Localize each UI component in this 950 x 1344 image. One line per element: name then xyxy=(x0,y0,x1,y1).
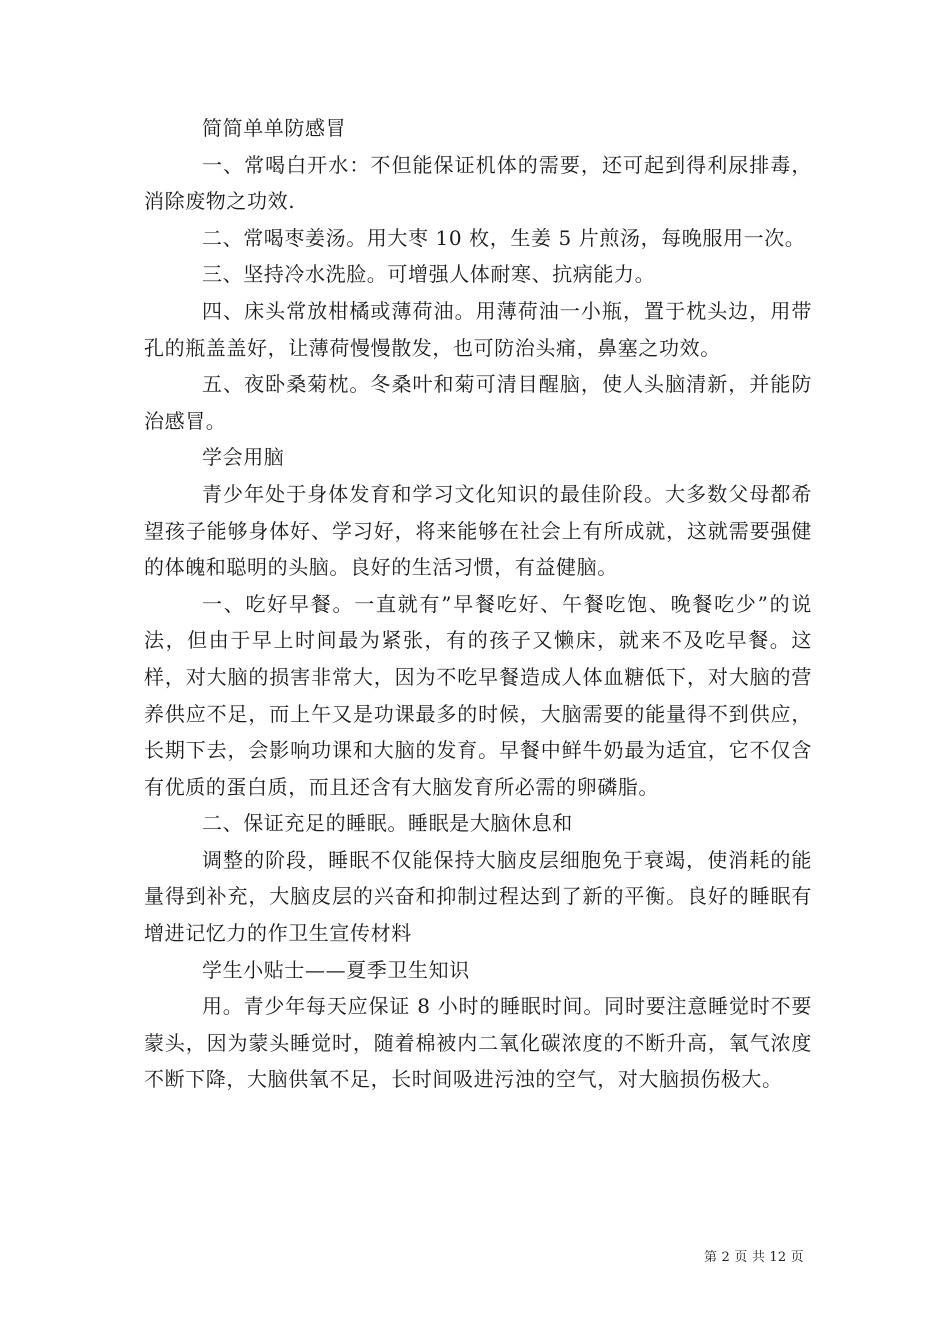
paragraph: 用。青少年每天应保证 8 小时的睡眠时间。同时要注意睡觉时不要蒙头，因为蒙头睡觉时，随着棉被内二氧化碳浓度的不断升高，氧气浓度不断下降，大脑供氧不足，长时间吸进污浊的空气，对大脑损伤极大。 xyxy=(144,994,812,1092)
paragraph: 二、保证充足的睡眠。睡眠是大脑休息和 xyxy=(202,811,573,836)
page-number: 第 2 页 共 12 页 xyxy=(704,1250,804,1265)
paragraph: 一、吃好早餐。一直就有”早餐吃好、午餐吃饱、晚餐吃少”的说法，但由于早上时间最为紧张，有的孩子又懒床，就来不及吃早餐。这样，对大脑的损害非常大，因为不吃早餐造成人体血糖低下，对大脑的营养供应不足，而上午又是功课最多的时候，大脑需要的能量得不到供应，长期下去，会影响功课和大脑的发育。早餐中鲜牛奶最为适宜，它不仅含有优质的蛋白质，而且还含有大脑发育所必需的卵磷脂。 xyxy=(144,591,812,799)
document-body xyxy=(144,110,812,1098)
paragraph: 四、床头常放柑橘或薄荷油。用薄荷油一小瓶，置于枕头边，用带孔的瓶盖盖好，让薄荷慢慢散发，也可防治头痛，鼻塞之功效。 xyxy=(144,298,812,360)
section-title-brain-use: 学会用脑 xyxy=(202,445,285,470)
paragraph: 一、常喝白开水：不但能保证机体的需要，还可起到得利尿排毒，消除废物之功效. xyxy=(144,152,812,214)
section-title-cold-prevention: 简简单单防感冒 xyxy=(202,116,347,140)
paragraph: 三、坚持冷水洗脸。可增强人体耐寒、抗病能力。 xyxy=(202,262,656,287)
paragraph: 调整的阶段，睡眠不仅能保持大脑皮层细胞免于衰竭，使消耗的能量得到补充，大脑皮层的兴奋和抑制过程达到了新的平衡。良好的睡眠有增进记忆力的作卫生宣传材料 xyxy=(144,847,812,946)
paragraph: 五、夜卧桑菊枕。冬桑叶和菊可清目醒脑，使人头脑清新，并能防治感冒。 xyxy=(144,372,812,433)
paragraph: 二、常喝枣姜汤。用大枣 10 枚，生姜 5 片煎汤，每晚服用一次。 xyxy=(202,225,806,250)
section-title-summer-hygiene: 学生小贴士——夏季卫生知识 xyxy=(202,957,470,982)
paragraph: 青少年处于身体发育和学习文化知识的最佳阶段。大多数父母都希望孩子能够身体好、学习好，将来能够在社会上有所成就，这就需要强健的体魄和聪明的头脑。良好的生活习惯，有益健脑。 xyxy=(144,481,812,580)
